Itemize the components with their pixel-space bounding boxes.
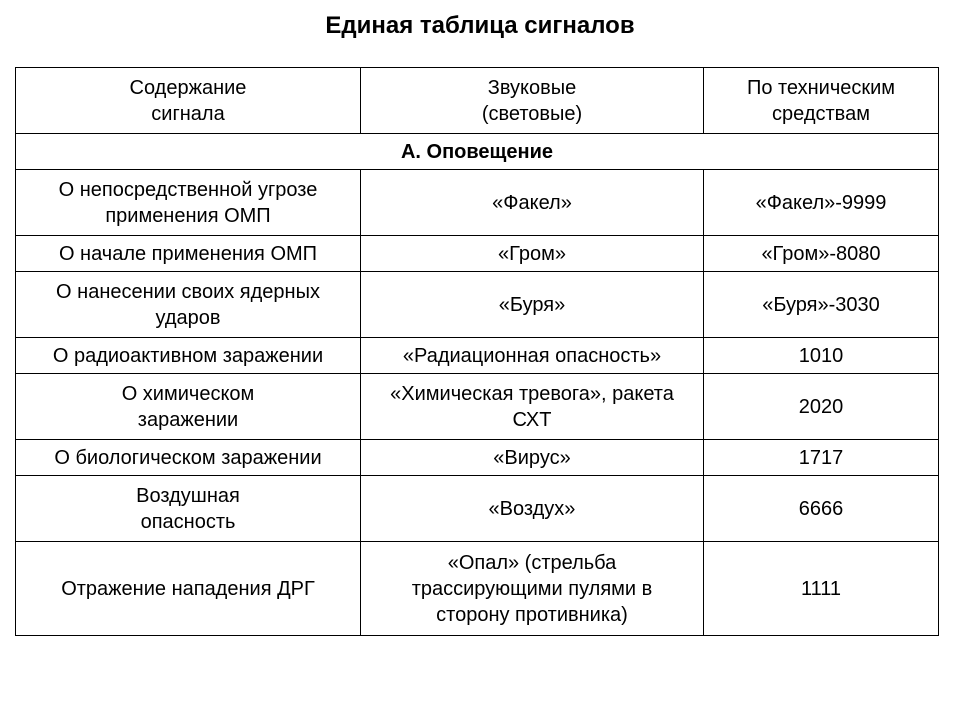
table-row	[16, 542, 939, 636]
cell-sound: «Буря»	[361, 272, 704, 338]
table-row	[16, 236, 939, 272]
cell-content: О радиоактивном заражении	[16, 338, 361, 374]
cell-technical: «Гром»-8080	[704, 236, 939, 272]
table-row	[16, 170, 939, 236]
cell-content: Воздушная опасность	[16, 476, 361, 542]
header-technical-means: По техническим средствам	[704, 68, 939, 134]
cell-sound: «Опал» (стрельба трассирующими пулями в сторону противника)	[361, 542, 704, 636]
signals-table	[15, 67, 939, 636]
table-header-row	[16, 68, 939, 134]
cell-technical: 1111	[704, 542, 939, 636]
cell-sound: «Гром»	[361, 236, 704, 272]
cell-sound: «Вирус»	[361, 440, 704, 476]
table-row	[16, 272, 939, 338]
cell-technical: «Факел»-9999	[704, 170, 939, 236]
table-row	[16, 374, 939, 440]
page-title: Единая таблица сигналов	[325, 12, 635, 39]
header-sound-light: Звуковые (световые)	[361, 68, 704, 134]
table-row	[16, 440, 939, 476]
cell-content: Отражение нападения ДРГ	[16, 542, 361, 636]
cell-technical: 1010	[704, 338, 939, 374]
cell-sound: «Воздух»	[361, 476, 704, 542]
cell-technical: 6666	[704, 476, 939, 542]
cell-sound: «Факел»	[361, 170, 704, 236]
cell-content: О химическом заражении	[16, 374, 361, 440]
section-title-alert: А. Оповещение	[16, 134, 939, 170]
cell-content: О нанесении своих ядерных ударов	[16, 272, 361, 338]
header-signal-content: Содержание сигнала	[16, 68, 361, 134]
cell-technical: «Буря»-3030	[704, 272, 939, 338]
cell-sound: «Химическая тревога», ракета СХТ	[361, 374, 704, 440]
table-row	[16, 476, 939, 542]
cell-content: О начале применения ОМП	[16, 236, 361, 272]
table-row	[16, 338, 939, 374]
cell-content: О биологическом заражении	[16, 440, 361, 476]
cell-technical: 2020	[704, 374, 939, 440]
cell-content: О непосредственной угрозе применения ОМП	[16, 170, 361, 236]
section-row	[16, 134, 939, 170]
cell-sound: «Радиационная опасность»	[361, 338, 704, 374]
cell-technical: 1717	[704, 440, 939, 476]
